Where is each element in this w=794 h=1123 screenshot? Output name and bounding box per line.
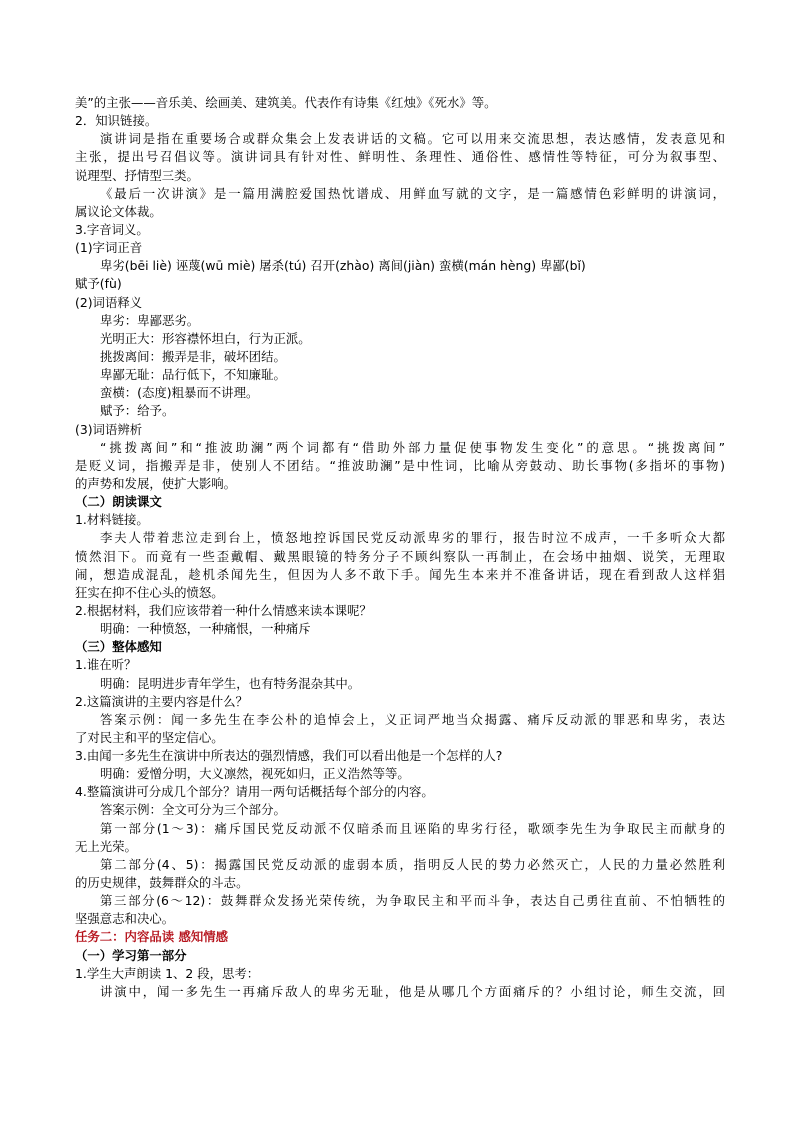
text-line: 说理型、抒情型三类。 <box>75 167 199 183</box>
text-line: 主张，提出号召倡议等。演讲词具有针对性、鲜明性、条理性、通俗性、感情性等特征，可分为叙事型、 <box>75 149 725 165</box>
text-line: 闹，想造成混乱，趁机杀闻先生，但因为人多不敢下手。闻先生本来并不准备讲话，现在看到敌人这样猖 <box>75 566 725 582</box>
text-line: 挑拨离间：搬弄是非，破坏团结。 <box>100 348 286 364</box>
text-line: 了对民主和平的坚定信心。 <box>75 729 224 745</box>
text-line: 蛮横：(态度)粗暴而不讲理。 <box>100 385 259 401</box>
text-line: 的历史规律，鼓舞群众的斗志。 <box>75 875 249 891</box>
text-line: 李夫人带着悲泣走到台上，愤怒地控诉国民党反动派卑劣的罪行，报告时泣不成声，一千多听众大都 <box>100 530 725 546</box>
text-line: 第三部分(6～12)：鼓舞群众发扬光荣传统，为争取民主和平而斗争，表达自己勇往直前、不怕牺牲的 <box>100 893 725 909</box>
text-line: 1.谁在听？ <box>75 657 137 673</box>
text-line: 的声势和发展，使扩大影响。 <box>75 475 237 491</box>
text-line: “挑拨离间”和“推波助澜”两个词都有“借助外部力量促使事物发生变化”的意思。“挑拨离间” <box>100 439 725 455</box>
text-line: 第一部分(1～3)：痛斥国民党反动派不仅暗杀而且诬陷的卑劣行径，歌颂李先生为争取民主而献身的 <box>100 820 725 836</box>
text-line: 赋予：给予。 <box>100 403 175 419</box>
text-line: (3)词语辨析 <box>75 421 143 437</box>
text-line: 光明正大：形容襟怀坦白，行为正派。 <box>100 330 311 346</box>
text-line: 3.由闻一多先生在演讲中所表达的强烈情感，我们可以看出他是一个怎样的人? <box>75 748 503 764</box>
text-line: 1.材料链接。 <box>75 512 149 528</box>
text-line: 《最后一次讲演》是一篇用满腔爱国热忱谱成、用鲜血写就的文字，是一篇感情色彩鲜明的讲演词， <box>100 185 725 201</box>
text-line: 属议论文体裁。 <box>75 203 162 219</box>
text-line: 卑劣(bēi liè) 诬蔑(wū miè) 屠杀(tú) 召开(zhào) 离间(jiàn) 蛮横(mán hèng) 卑鄙(bǐ) <box>100 258 586 274</box>
text-line: 任务二：内容品读 感知情感 <box>75 929 229 945</box>
text-line: 明确：昆明进步青年学生，也有特务混杂其中。 <box>100 675 361 691</box>
text-line: 赋予(fù) <box>75 276 122 292</box>
text-line: 明确：一种愤怒，一种痛恨，一种痛斥 <box>100 621 311 637</box>
text-line: （一）学习第一部分 <box>75 947 187 963</box>
text-line: 1.学生大声朗读 1、2 段，思考： <box>75 965 260 981</box>
text-line: 3.字音词义。 <box>75 221 149 237</box>
text-line: （二）朗读课文 <box>75 494 162 510</box>
text-line: 答案示例：闻一多先生在李公朴的追悼会上，义正词严地当众揭露、痛斥反动派的罪恶和卑劣，表达 <box>100 711 725 727</box>
text-line: 2．知识链接。 <box>75 113 158 129</box>
text-line: 答案示例：全文可分为三个部分。 <box>100 802 286 818</box>
text-line: （三）整体感知 <box>75 639 162 655</box>
text-line: 卑鄙无耻：品行低下，不知廉耻。 <box>100 367 286 383</box>
text-line: 坚强意志和决心。 <box>75 911 175 927</box>
text-line: 2.这篇演讲的主要内容是什么？ <box>75 693 248 709</box>
text-line: (2)词语释义 <box>75 294 143 310</box>
document-page <box>75 94 725 1001</box>
text-line: (1)字词正音 <box>75 240 143 256</box>
text-line: 是贬义词，指搬弄是非，使别人不团结。“推波助澜”是中性词，比喻从旁鼓动、助长事物(多指坏的事物) <box>75 457 725 473</box>
text-line: 狂实在抑不住心头的愤怒。 <box>75 584 224 600</box>
text-line: 讲演中，闻一多先生一再痛斥敌人的卑劣无耻，他是从哪几个方面痛斥的？小组讨论，师生交流，回 <box>100 983 725 999</box>
text-line: 2.根据材料，我们应该带着一种什么情感来读本课呢？ <box>75 602 372 618</box>
text-line: 4.整篇演讲可分成几个部分？请用一两句话概括每个部分的内容。 <box>75 784 434 800</box>
text-line: 愤然泪下。而竟有一些歪戴帽、戴黑眼镜的特务分子不顾纠察队一再制止，在会场中抽烟、说笑，无理取 <box>75 548 725 564</box>
text-line: 无上光荣。 <box>75 838 137 854</box>
text-line: 明确：爱憎分明，大义凛然，视死如归，正义浩然等等。 <box>100 766 410 782</box>
text-line: 演讲词是指在重要场合或群众集会上发表讲话的文稿。它可以用来交流思想，表达感情，发表意见和 <box>100 131 725 147</box>
text-line: 第二部分(4、5)：揭露国民党反动派的虚弱本质，指明反人民的势力必然灭亡，人民的力量必然胜利 <box>100 856 725 872</box>
text-line: 美”的主张——音乐美、绘画美、建筑美。代表作有诗集《红烛》《死水》等。 <box>75 95 497 110</box>
text-line: 卑劣：卑鄙恶劣。 <box>100 312 200 328</box>
